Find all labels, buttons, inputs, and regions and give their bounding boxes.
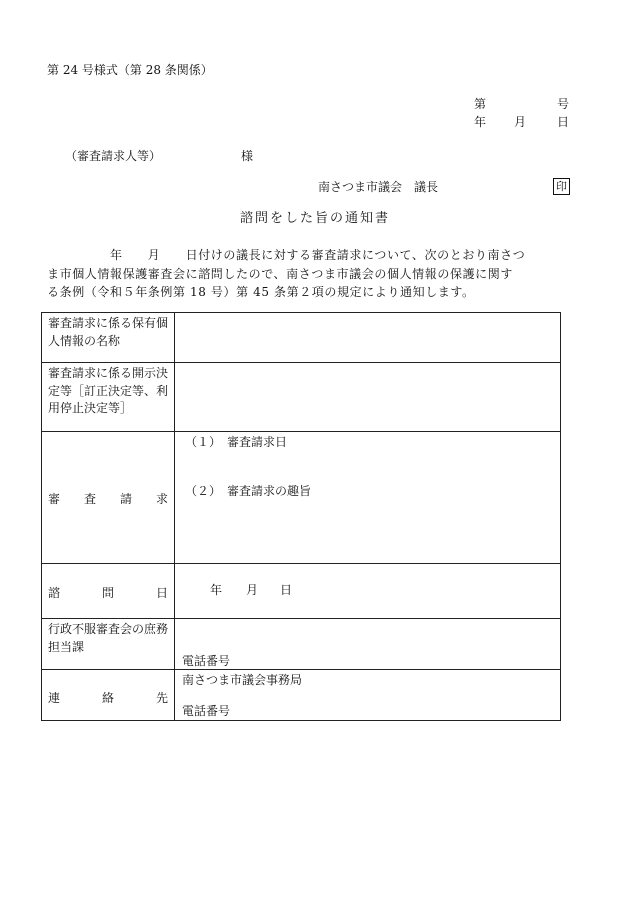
body-line: ま市個人情報保護審査会に諮問したので、南さつま市議会の個人情報の保護に関す — [47, 266, 513, 281]
body-line: る条例（令和５年条例第 18 号）第 45 条第２項の規定により通知します。 — [47, 285, 475, 299]
request-date-item: （１） 審査請求日 — [185, 435, 288, 449]
label-char: 絡 — [101, 691, 114, 705]
row-value-consultation-date — [175, 564, 561, 619]
request-purpose-item: （２） 審査請求の趣旨 — [185, 484, 312, 498]
row-label-consultation-date — [42, 564, 175, 619]
doc-date-day: 日 — [557, 115, 570, 129]
consult-year: 年 — [210, 583, 223, 597]
label-char: 諮 — [48, 586, 61, 600]
table-row — [42, 564, 561, 619]
body-paragraph — [47, 246, 563, 302]
consult-month: 月 — [246, 583, 259, 597]
doc-date-month: 月 — [514, 115, 527, 129]
row-label-request — [42, 432, 175, 564]
doc-date-year: 年 — [474, 115, 487, 129]
table-row — [42, 313, 561, 363]
document-title: 諮問をした旨の通知書 — [239, 211, 390, 226]
contact-phone-label: 電話番号 — [182, 704, 231, 718]
addressee-label: （審査請求人等） — [65, 149, 162, 163]
row-value-record-name — [175, 313, 561, 363]
seal-stamp: 印 — [553, 178, 570, 195]
row-value-admin-office — [175, 619, 561, 670]
contact-office: 南さつま市議会事務局 — [182, 673, 303, 687]
form-number: 第 24 号様式（第 28 条関係） — [47, 63, 213, 77]
row-label-admin-office: 行政不服審査会の庶務担当課 — [42, 619, 175, 670]
label-char: 求 — [155, 492, 168, 506]
admin-phone-label: 電話番号 — [182, 654, 231, 668]
label-char: 問 — [101, 586, 114, 600]
row-value-disclosure-decision — [175, 363, 561, 432]
table-row — [42, 619, 561, 670]
doc-number-dai: 第 — [474, 97, 487, 111]
label-char: 連 — [48, 691, 61, 705]
row-label-disclosure-decision: 審査請求に係る開示決定等［訂正決定等、利用停止決定等］ — [42, 363, 175, 432]
addressee-honorific: 様 — [241, 149, 254, 163]
label-char: 請 — [119, 492, 132, 506]
row-value-contact — [175, 670, 561, 721]
row-label-record-name: 審査請求に係る保有個人情報の名称 — [42, 313, 175, 363]
table-row — [42, 432, 561, 564]
label-char: 査 — [83, 492, 96, 506]
sender-label: 南さつま市議会 議長 — [318, 180, 439, 194]
label-char: 先 — [155, 691, 168, 705]
row-label-contact — [42, 670, 175, 721]
label-char: 日 — [155, 586, 168, 600]
table-row — [42, 670, 561, 721]
body-line: 年 月 日付けの議長に対する審査請求について、次のとおり南さつ — [47, 248, 526, 262]
table-row — [42, 363, 561, 432]
info-table — [41, 312, 561, 721]
row-value-request — [175, 432, 561, 564]
doc-number-go: 号 — [557, 97, 570, 111]
label-char: 審 — [48, 492, 61, 506]
consult-day: 日 — [280, 583, 293, 597]
